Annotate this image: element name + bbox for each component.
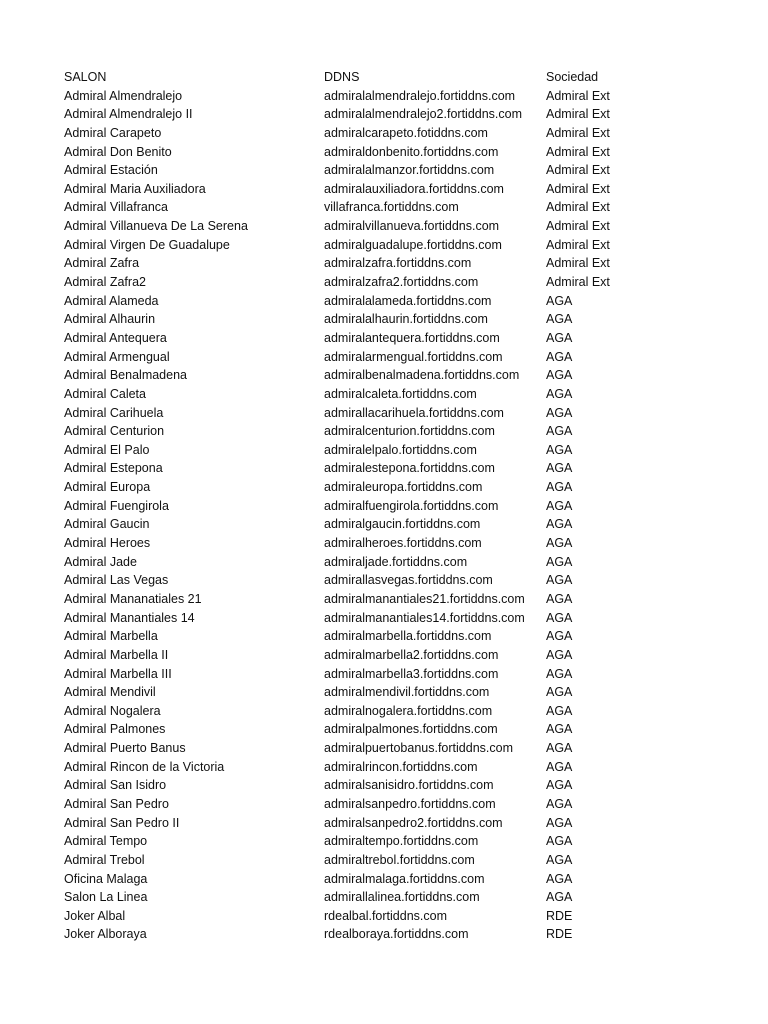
table-row — [64, 105, 764, 124]
cell-salon: Admiral Almendralejo II — [64, 107, 193, 122]
cell-ddns: admiralpalmones.fortiddns.com — [324, 722, 498, 737]
cell-ddns: admiralestepona.fortiddns.com — [324, 461, 495, 476]
cell-salon: Admiral Zafra — [64, 256, 140, 271]
table-row — [64, 273, 764, 292]
header-sociedad: Sociedad — [546, 70, 599, 84]
table-row — [64, 198, 764, 217]
table-row — [64, 329, 764, 348]
cell-ddns: admiralcarapeto.fotiddns.com — [324, 125, 488, 140]
cell-salon: Admiral Mananatiales 21 — [64, 591, 202, 606]
cell-salon: Admiral Estepona — [64, 461, 163, 476]
cell-salon: Admiral Zafra2 — [64, 275, 146, 290]
cell-ddns: admiralmendivil.fortiddns.com — [324, 685, 490, 700]
cell-sociedad: Admiral Ext — [546, 163, 610, 178]
table-row — [64, 814, 764, 833]
cell-salon: Admiral Alameda — [64, 293, 159, 308]
cell-sociedad: AGA — [546, 629, 573, 644]
table-row — [64, 348, 764, 367]
cell-ddns: admiralcaleta.fortiddns.com — [324, 386, 477, 401]
table-header-row — [64, 68, 764, 87]
cell-sociedad: AGA — [546, 498, 573, 513]
cell-ddns: admiralcenturion.fortiddns.com — [324, 424, 495, 439]
cell-sociedad: AGA — [546, 293, 573, 308]
cell-sociedad: AGA — [546, 349, 573, 364]
cell-sociedad: AGA — [546, 890, 573, 905]
cell-salon: Admiral Palmones — [64, 722, 166, 737]
cell-sociedad: AGA — [546, 741, 573, 756]
cell-ddns: admiralalmendralejo.fortiddns.com — [324, 88, 516, 103]
cell-salon: Admiral Fuengirola — [64, 498, 169, 513]
cell-sociedad: AGA — [546, 461, 573, 476]
cell-salon: Admiral Trebol — [64, 852, 145, 867]
cell-salon: Admiral Antequera — [64, 330, 167, 345]
cell-salon: Admiral Benalmadena — [64, 368, 187, 383]
table-row — [64, 758, 764, 777]
cell-sociedad: AGA — [546, 386, 573, 401]
cell-salon: Admiral Almendralejo — [64, 88, 183, 103]
cell-ddns: admiralmanantiales14.fortiddns.com — [324, 610, 525, 625]
cell-salon: Admiral Manantiales 14 — [64, 610, 195, 625]
cell-ddns: admiralauxiliadora.fortiddns.com — [324, 181, 504, 196]
cell-salon: Admiral Villafranca — [64, 200, 168, 215]
cell-ddns: admiralsanpedro2.fortiddns.com — [324, 815, 503, 830]
cell-salon: Admiral Marbella III — [64, 666, 172, 681]
cell-ddns: admiralelpalo.fortiddns.com — [324, 442, 477, 457]
cell-salon: Admiral San Pedro — [64, 796, 169, 811]
cell-salon: Admiral Estación — [64, 163, 158, 178]
cell-ddns: admiralrincon.fortiddns.com — [324, 759, 478, 774]
cell-ddns: admiralalameda.fortiddns.com — [324, 293, 492, 308]
cell-salon: Admiral Rincon de la Victoria — [64, 759, 225, 774]
cell-salon: Admiral Nogalera — [64, 703, 161, 718]
cell-salon: Admiral Carihuela — [64, 405, 164, 420]
table-row — [64, 441, 764, 460]
cell-salon: Admiral Villanueva De La Serena — [64, 219, 248, 234]
cell-salon: Admiral Puerto Banus — [64, 741, 186, 756]
cell-ddns: admiralbenalmadena.fortiddns.com — [324, 368, 520, 383]
cell-salon: Salon La Linea — [64, 890, 148, 905]
table-row — [64, 870, 764, 889]
cell-ddns: admiralmanantiales21.fortiddns.com — [324, 591, 525, 606]
cell-salon: Admiral Heroes — [64, 536, 151, 551]
cell-sociedad: AGA — [546, 424, 573, 439]
table-row — [64, 888, 764, 907]
cell-salon: Admiral Armengual — [64, 349, 170, 364]
cell-sociedad: Admiral Ext — [546, 88, 610, 103]
header-salon: SALON — [64, 70, 107, 84]
table-row — [64, 795, 764, 814]
cell-salon: Admiral Virgen De Guadalupe — [64, 237, 230, 252]
cell-sociedad: AGA — [546, 536, 573, 551]
cell-sociedad: AGA — [546, 815, 573, 830]
cell-salon: Admiral San Isidro — [64, 778, 167, 793]
cell-sociedad: AGA — [546, 834, 573, 849]
cell-salon: Admiral Tempo — [64, 834, 148, 849]
cell-ddns: admiralfuengirola.fortiddns.com — [324, 498, 499, 513]
cell-ddns: admiralmalaga.fortiddns.com — [324, 871, 485, 886]
cell-sociedad: AGA — [546, 871, 573, 886]
table-row — [64, 310, 764, 329]
table-row — [64, 832, 764, 851]
cell-ddns: admiralguadalupe.fortiddns.com — [324, 237, 502, 252]
table-row — [64, 702, 764, 721]
cell-sociedad: AGA — [546, 480, 573, 495]
cell-sociedad: AGA — [546, 405, 573, 420]
cell-salon: Admiral Carapeto — [64, 125, 162, 140]
cell-salon: Admiral Maria Auxiliadora — [64, 181, 206, 196]
cell-ddns: admiralalhaurin.fortiddns.com — [324, 312, 488, 327]
cell-salon: Admiral Centurion — [64, 424, 165, 439]
cell-salon: Admiral Gaucin — [64, 517, 150, 532]
table-row — [64, 925, 764, 944]
cell-ddns: admiralsanpedro.fortiddns.com — [324, 796, 496, 811]
table-row — [64, 254, 764, 273]
cell-sociedad: AGA — [546, 573, 573, 588]
cell-ddns: admiralvillanueva.fortiddns.com — [324, 219, 500, 234]
table-row — [64, 907, 764, 926]
cell-salon: Admiral Caleta — [64, 386, 146, 401]
table-row — [64, 739, 764, 758]
cell-ddns: admiralmarbella3.fortiddns.com — [324, 666, 499, 681]
cell-sociedad: RDE — [546, 927, 573, 942]
table-body — [64, 87, 764, 944]
cell-sociedad: AGA — [546, 368, 573, 383]
cell-ddns: admiralantequera.fortiddns.com — [324, 330, 500, 345]
cell-sociedad: AGA — [546, 610, 573, 625]
cell-ddns: rdealbal.fortiddns.com — [324, 908, 447, 923]
cell-ddns: rdealboraya.fortiddns.com — [324, 927, 469, 942]
table-row — [64, 217, 764, 236]
cell-salon: Joker Alboraya — [64, 927, 147, 942]
cell-sociedad: AGA — [546, 591, 573, 606]
cell-sociedad: AGA — [546, 759, 573, 774]
cell-ddns: admiralarmengual.fortiddns.com — [324, 349, 503, 364]
cell-ddns: admiralheroes.fortiddns.com — [324, 536, 482, 551]
table-row — [64, 385, 764, 404]
cell-ddns: admiralsanisidro.fortiddns.com — [324, 778, 494, 793]
cell-ddns: admiraljade.fortiddns.com — [324, 554, 468, 569]
table-row — [64, 720, 764, 739]
cell-sociedad: AGA — [546, 703, 573, 718]
cell-ddns: admirallacarihuela.fortiddns.com — [324, 405, 504, 420]
cell-ddns: admiraltempo.fortiddns.com — [324, 834, 479, 849]
cell-salon: Admiral Mendivil — [64, 685, 156, 700]
table-row — [64, 627, 764, 646]
table-row — [64, 646, 764, 665]
salon-table — [64, 68, 764, 944]
cell-sociedad: Admiral Ext — [546, 275, 610, 290]
cell-ddns: admiralzafra2.fortiddns.com — [324, 275, 479, 290]
table-row — [64, 553, 764, 572]
cell-ddns: admiralgaucin.fortiddns.com — [324, 517, 481, 532]
table-row — [64, 292, 764, 311]
cell-salon: Joker Albal — [64, 908, 126, 923]
cell-ddns: admiraldonbenito.fortiddns.com — [324, 144, 499, 159]
cell-ddns: admiralmarbella2.fortiddns.com — [324, 647, 499, 662]
cell-ddns: admiralnogalera.fortiddns.com — [324, 703, 493, 718]
cell-salon: Admiral San Pedro II — [64, 815, 180, 830]
table-row — [64, 515, 764, 534]
cell-sociedad: Admiral Ext — [546, 125, 610, 140]
cell-sociedad: RDE — [546, 908, 573, 923]
table-row — [64, 404, 764, 423]
table-row — [64, 366, 764, 385]
table-row — [64, 161, 764, 180]
cell-salon: Admiral Don Benito — [64, 144, 172, 159]
table-row — [64, 665, 764, 684]
cell-salon: Oficina Malaga — [64, 871, 148, 886]
cell-ddns: admiralalmanzor.fortiddns.com — [324, 163, 495, 178]
cell-ddns: admiralalmendralejo2.fortiddns.com — [324, 107, 523, 122]
table-row — [64, 609, 764, 628]
cell-sociedad: Admiral Ext — [546, 181, 610, 196]
table-row — [64, 236, 764, 255]
cell-sociedad: Admiral Ext — [546, 219, 610, 234]
cell-sociedad: Admiral Ext — [546, 256, 610, 271]
cell-ddns: admirallasvegas.fortiddns.com — [324, 573, 493, 588]
table-row — [64, 87, 764, 106]
table-row — [64, 478, 764, 497]
cell-ddns: admiralzafra.fortiddns.com — [324, 256, 472, 271]
table-row — [64, 459, 764, 478]
cell-salon: Admiral Alhaurin — [64, 312, 156, 327]
table-row — [64, 180, 764, 199]
cell-ddns: admiraleuropa.fortiddns.com — [324, 480, 483, 495]
cell-sociedad: AGA — [546, 666, 573, 681]
table-row — [64, 534, 764, 553]
cell-sociedad: AGA — [546, 796, 573, 811]
table-row — [64, 571, 764, 590]
cell-ddns: villafranca.fortiddns.com — [324, 200, 459, 215]
cell-sociedad: AGA — [546, 312, 573, 327]
cell-sociedad: AGA — [546, 554, 573, 569]
cell-salon: Admiral Europa — [64, 480, 151, 495]
cell-salon: Admiral Jade — [64, 554, 137, 569]
cell-ddns: admiralpuertobanus.fortiddns.com — [324, 741, 513, 756]
cell-ddns: admirallalinea.fortiddns.com — [324, 890, 480, 905]
cell-sociedad: Admiral Ext — [546, 107, 610, 122]
cell-sociedad: AGA — [546, 852, 573, 867]
cell-sociedad: Admiral Ext — [546, 144, 610, 159]
cell-sociedad: Admiral Ext — [546, 237, 610, 252]
table-row — [64, 776, 764, 795]
cell-salon: Admiral Marbella II — [64, 647, 169, 662]
cell-sociedad: Admiral Ext — [546, 200, 610, 215]
header-ddns: DDNS — [324, 70, 360, 84]
cell-sociedad: AGA — [546, 442, 573, 457]
cell-ddns: admiraltrebol.fortiddns.com — [324, 852, 475, 867]
table-row — [64, 497, 764, 516]
cell-salon: Admiral Marbella — [64, 629, 158, 644]
cell-sociedad: AGA — [546, 647, 573, 662]
cell-sociedad: AGA — [546, 778, 573, 793]
table-row — [64, 590, 764, 609]
cell-sociedad: AGA — [546, 685, 573, 700]
table-row — [64, 683, 764, 702]
cell-salon: Admiral Las Vegas — [64, 573, 169, 588]
cell-sociedad: AGA — [546, 330, 573, 345]
table-row — [64, 143, 764, 162]
cell-salon: Admiral El Palo — [64, 442, 150, 457]
cell-sociedad: AGA — [546, 722, 573, 737]
table-row — [64, 124, 764, 143]
table-row — [64, 851, 764, 870]
table-row — [64, 422, 764, 441]
cell-ddns: admiralmarbella.fortiddns.com — [324, 629, 492, 644]
cell-sociedad: AGA — [546, 517, 573, 532]
